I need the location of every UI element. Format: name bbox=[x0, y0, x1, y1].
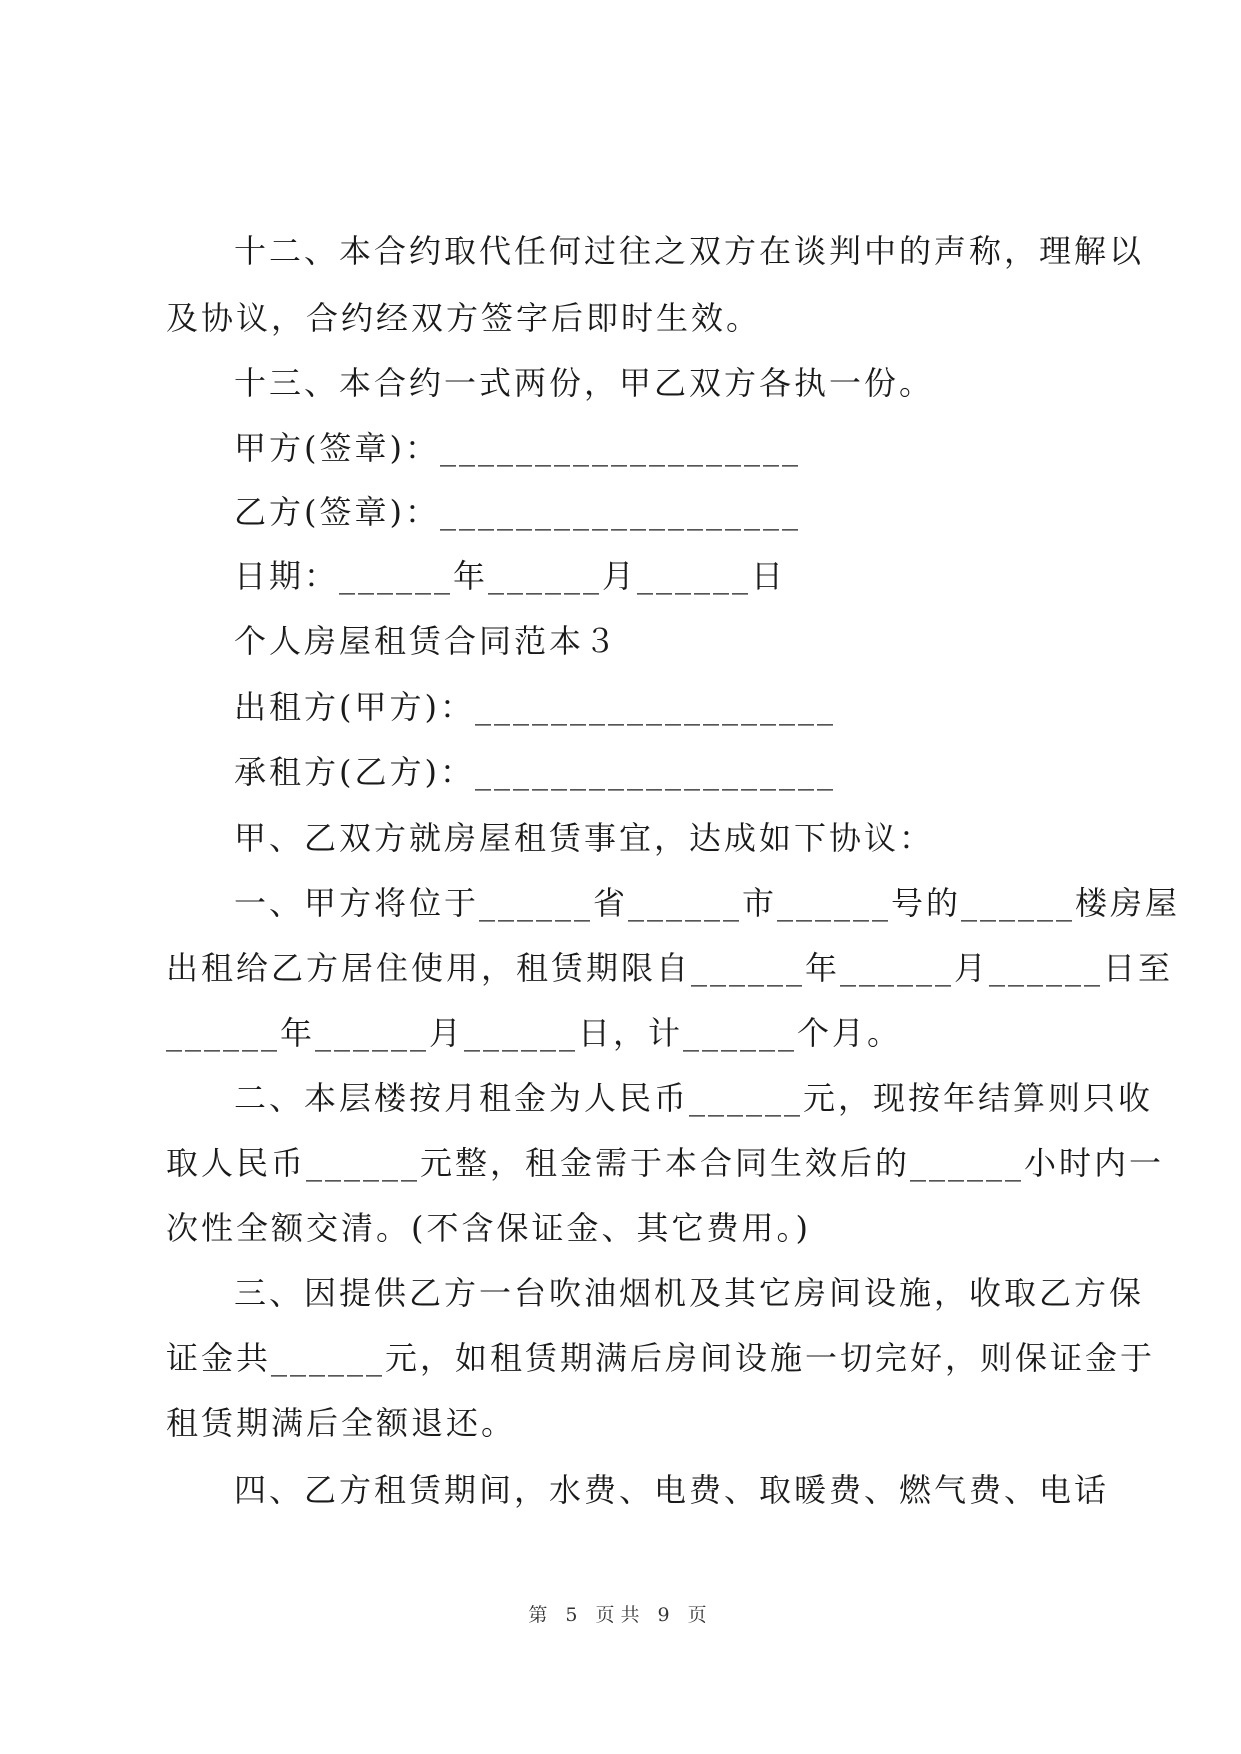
clause-1-line-3: ______年______月______日，计______个月。 bbox=[166, 1014, 903, 1052]
clause-12-line-2: 及协议，合约经双方签字后即时生效。 bbox=[166, 299, 762, 337]
agreement-intro: 甲、乙双方就房屋租赁事宜，达成如下协议： bbox=[234, 819, 935, 857]
clause-3-line-2: 证金共______元，如租赁期满后房间设施一切完好，则保证金于 bbox=[166, 1339, 1156, 1377]
clause-12-line-1: 十二、本合约取代任何过往之双方在谈判中的声称，理解以 bbox=[234, 232, 1145, 270]
party-a-signature-line: 甲方(签章)：___________________ bbox=[234, 429, 801, 467]
party-b-signature-line: 乙方(签章)：___________________ bbox=[234, 493, 801, 531]
clause-2-line-1: 二、本层楼按月租金为人民币______元，现按年结算则只收 bbox=[234, 1079, 1154, 1117]
clause-1-line-1: 一、甲方将位于______省______市______号的______楼房屋 bbox=[234, 884, 1181, 922]
clause-1-line-2: 出租给乙方居住使用，租赁期限自______年______月______日至 bbox=[166, 949, 1174, 987]
clause-3-line-3: 租赁期满后全额退还。 bbox=[166, 1404, 517, 1442]
clause-4-line-1: 四、乙方租赁期间，水费、电费、取暖费、燃气费、电话 bbox=[234, 1471, 1110, 1509]
clause-3-line-1: 三、因提供乙方一台吹油烟机及其它房间设施，收取乙方保 bbox=[234, 1274, 1145, 1312]
clause-2-line-3: 次性全额交清。(不含保证金、其它费用。) bbox=[166, 1209, 811, 1247]
clause-2-line-2: 取人民币______元整，租金需于本合同生效后的______小时内一 bbox=[166, 1144, 1165, 1182]
lessee-line: 承租方(乙方)：___________________ bbox=[234, 753, 836, 791]
lessor-line: 出租方(甲方)：___________________ bbox=[234, 688, 836, 726]
contract-3-title: 个人房屋租赁合同范本３ bbox=[234, 622, 620, 660]
clause-13: 十三、本合约一式两份，甲乙双方各执一份。 bbox=[234, 364, 935, 402]
page-number-footer: 第 5 页共 9 页 bbox=[528, 1604, 713, 1626]
date-line: 日期：______年______月______日 bbox=[234, 557, 787, 595]
